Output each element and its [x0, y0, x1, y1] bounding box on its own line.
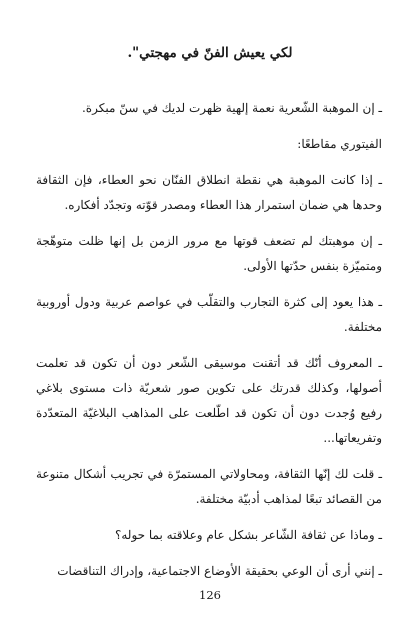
page-number: 126 [199, 588, 221, 602]
body-text [36, 96, 382, 595]
paragraph: ـ وماذا عن ثقافة الشّاعر بشكل عام وعلاقته بما حوله؟ [115, 528, 382, 542]
page-title: لكي يعيش الفنّ في مهجتي". [127, 45, 293, 61]
paragraph: ـ إن الموهبة الشّعرية نعمة إلهية ظهرت لديك في سنّ مبكرة. [81, 101, 382, 115]
paragraph: ـ إنني أرى أن الوعي بحقيقة الأوضاع الاجتماعية، وإدراك التناقضات [57, 564, 382, 578]
paragraph: ـ إذا كانت الموهبة هي نقطة انطلاق الفنّان نحو العطاء، فإن الثقافة وحدها هي ضمان استمرار هذا العطاء ومصدر قوّته وتجدّد أفكاره. [36, 173, 382, 212]
paragraph: ـ المعروف أنّك قد أتقنت موسيقى الشّعر دون أن تكون قد تعلمت أصولها، وكذلك قدرتك على تكوين صور شعريّة ذات مستوى بلاغي رفيع وُجدت دون أن تكون قد اطّلعت على المذاهب البلاغيّة المتعدّدة وتفريعاتها... [36, 356, 382, 445]
paragraph: ـ هذا يعود إلى كثرة التجارب والتقلّب في عواصم عربية ودول أوروبية مختلفة. [36, 295, 382, 334]
paragraph: الفيتوري مقاطعًا: [297, 137, 382, 151]
paragraph: ـ إن موهبتك لم تضعف قوتها مع مرور الزمن بل إنها ظلت متوهّجة ومتميّزة بنفس حدّتها الأولى. [36, 234, 382, 273]
paragraph: ـ قلت لك إنّها الثقافة، ومحاولاتي المستمرّة في تجريب أشكال متنوعة من القصائد تبعًا لمذاهب أدبيّة مختلفة. [36, 467, 382, 506]
